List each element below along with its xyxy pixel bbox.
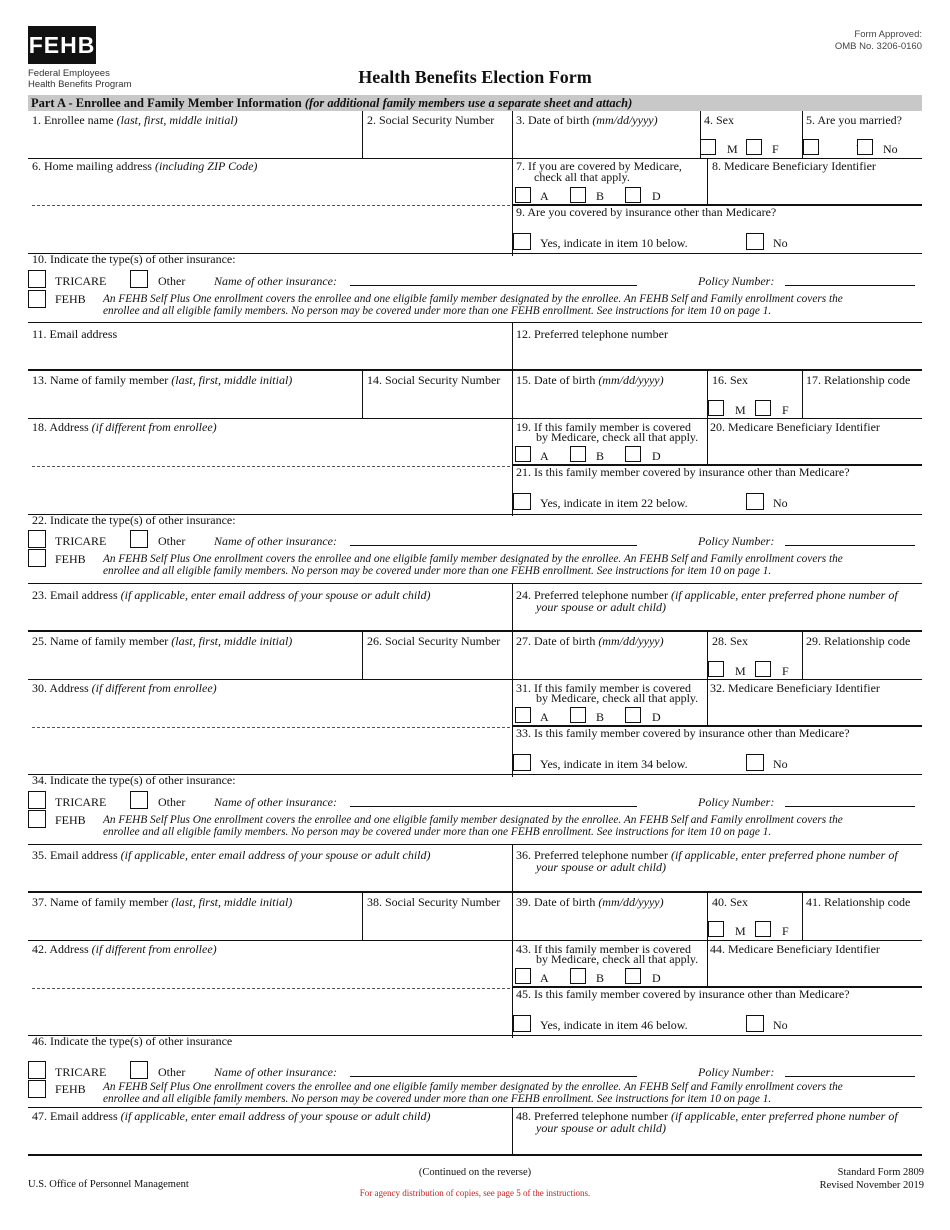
- field-30-label: 30. Address (if different from enrollee): [32, 681, 217, 695]
- field-34-label: 34. Indicate the type(s) of other insurance:: [32, 773, 236, 787]
- fam1-policy-number-input[interactable]: [785, 545, 915, 546]
- policy-number-input[interactable]: [785, 285, 915, 286]
- fam1-fehb-note-2: enrollee and all eligible family members. No person may be covered under more than one FEHB enrollment. See instructions for item 10 on page 1.: [103, 565, 772, 577]
- field-10-label: 10. Indicate the type(s) of other insurance:: [32, 252, 236, 266]
- part-a-header: [28, 95, 922, 111]
- field-32-label: 32. Medicare Beneficiary Identifier: [710, 681, 880, 695]
- other-insurance-no-checkbox[interactable]: [746, 233, 764, 250]
- fam3-sex-f-label: F: [782, 924, 789, 938]
- field-37-label: 37. Name of family member (last, first, middle initial): [32, 895, 293, 909]
- tricare-label: TRICARE: [55, 274, 107, 288]
- field-6-label: 6. Home mailing address (including ZIP Code): [32, 159, 258, 173]
- distribution-note: For agency distribution of copies, see page 5 of the instructions.: [359, 1188, 591, 1198]
- sex-f-checkbox[interactable]: [746, 139, 762, 155]
- fam1-medicare-d-label: D: [652, 449, 661, 463]
- medicare-a-checkbox[interactable]: [515, 187, 531, 203]
- fam2-fehb-checkbox[interactable]: [28, 810, 46, 828]
- field-16-label: 16. Sex: [712, 373, 748, 387]
- fehb-note-1: An FEHB Self Plus One enrollment covers the enrollee and one eligible family member designated by the enrollee. An FEHB Self and Family enrollment covers the: [103, 293, 843, 305]
- fam3-other-insurance-name-input[interactable]: [350, 1076, 637, 1077]
- fam3-tricare-label: TRICARE: [55, 1065, 107, 1079]
- fam3-fehb-note-1: An FEHB Self Plus One enrollment covers the enrollee and one eligible family member designated by the enrollee. An FEHB Self and Family enrollment covers the: [103, 1081, 843, 1093]
- fam1-other-type-checkbox[interactable]: [130, 530, 148, 548]
- fam2-other-insurance-name-label: Name of other insurance:: [214, 795, 337, 809]
- field-18-label: 18. Address (if different from enrollee): [32, 420, 217, 434]
- fam3-policy-number-input[interactable]: [785, 1076, 915, 1077]
- fam2-policy-number-label: Policy Number:: [698, 795, 775, 809]
- fam3-medicare-d-checkbox[interactable]: [625, 968, 641, 984]
- part-a-note: (for additional family members use a separate sheet and attach): [304, 96, 633, 110]
- fam3-sex-m-label: M: [735, 924, 746, 938]
- fam2-tricare-checkbox[interactable]: [28, 791, 46, 809]
- other-type-label: Other: [158, 274, 186, 288]
- field-21-label: 21. Is this family member covered by insurance other than Medicare?: [516, 465, 850, 479]
- fam1-medicare-b-label: B: [596, 449, 605, 463]
- revision-date: Revised November 2019: [819, 1180, 924, 1191]
- fam3-fehb-note-2: enrollee and all eligible family members. No person may be covered under more than one FEHB enrollment. See instructions for item 10 on page 1.: [103, 1093, 772, 1105]
- fam2-other-insurance-yes-checkbox[interactable]: [513, 754, 531, 771]
- married-yes-checkbox[interactable]: [803, 139, 819, 155]
- married-no-checkbox[interactable]: [857, 139, 873, 155]
- field-46-label: 46. Indicate the type(s) of other insurance: [32, 1034, 233, 1048]
- fam2-policy-number-input[interactable]: [785, 806, 915, 807]
- other-type-checkbox[interactable]: [130, 270, 148, 288]
- fam1-sex-f-checkbox[interactable]: [755, 400, 771, 416]
- fehb-note-2: enrollee and all eligible family members. No person may be covered under more than one FEHB enrollment. See instructions for item 10 on page 1.: [103, 305, 772, 317]
- field-4-label: 4. Sex: [704, 113, 734, 127]
- medicare-b-checkbox[interactable]: [570, 187, 586, 203]
- fam1-sex-f-label: F: [782, 403, 789, 417]
- fam2-medicare-d-checkbox[interactable]: [625, 707, 641, 723]
- field-11-label: 11. Email address: [32, 327, 118, 341]
- field-43-label-2: by Medicare, check all that apply.: [536, 952, 699, 966]
- fam2-sex-f-label: F: [782, 664, 789, 678]
- other-insurance-name-label: Name of other insurance:: [214, 274, 337, 288]
- field-5-label: 5. Are you married?: [806, 113, 902, 127]
- fam1-tricare-label: TRICARE: [55, 534, 107, 548]
- fam3-medicare-d-label: D: [652, 971, 661, 985]
- field-36-label-2: your spouse or adult child): [536, 860, 666, 874]
- medicare-b-label: B: [596, 189, 605, 203]
- fam2-fehb-note-2: enrollee and all eligible family members. No person may be covered under more than one FEHB enrollment. See instructions for item 10 on page 1.: [103, 826, 772, 838]
- fam1-medicare-d-checkbox[interactable]: [625, 446, 641, 462]
- fam2-medicare-a-checkbox[interactable]: [515, 707, 531, 723]
- field-38-label: 38. Social Security Number: [367, 895, 501, 909]
- fam3-other-insurance-no-checkbox[interactable]: [746, 1015, 764, 1032]
- policy-number-label: Policy Number:: [698, 274, 775, 288]
- field-19-label-1: 19. If this family member is covered: [516, 420, 691, 434]
- field-8-label: 8. Medicare Beneficiary Identifier: [712, 159, 876, 173]
- field-25-label: 25. Name of family member (last, first, middle initial): [32, 634, 293, 648]
- field-40-label: 40. Sex: [712, 895, 748, 909]
- other-insurance-yes-label: Yes, indicate in item 10 below.: [540, 236, 688, 250]
- field-31-label-2: by Medicare, check all that apply.: [536, 691, 699, 705]
- field-2-label: 2. Social Security Number: [367, 113, 495, 127]
- field-3-label: 3. Date of birth (mm/dd/yyyy): [516, 113, 658, 127]
- fam2-other-insurance-no-checkbox[interactable]: [746, 754, 764, 771]
- field-24-label-2: your spouse or adult child): [536, 600, 666, 614]
- fam3-other-insurance-name-label: Name of other insurance:: [214, 1065, 337, 1079]
- field-26-label: 26. Social Security Number: [367, 634, 501, 648]
- medicare-d-label: D: [652, 189, 661, 203]
- fam1-other-insurance-name-label: Name of other insurance:: [214, 534, 337, 548]
- fam1-other-insurance-name-input[interactable]: [350, 545, 637, 546]
- field-20-label: 20. Medicare Beneficiary Identifier: [710, 420, 880, 434]
- fam1-other-insurance-no-checkbox[interactable]: [746, 493, 764, 510]
- other-insurance-name-input[interactable]: [350, 285, 637, 286]
- sex-f-label: F: [772, 142, 779, 156]
- fam3-fehb-label: FEHB: [55, 1082, 86, 1096]
- fam1-fehb-note-1: An FEHB Self Plus One enrollment covers the enrollee and one eligible family member designated by the enrollee. An FEHB Self and Family enrollment covers the: [103, 553, 843, 565]
- logo-subtitle-2: Health Benefits Program: [28, 79, 132, 90]
- field-1-label: 1. Enrollee name (last, first, middle initial): [32, 113, 238, 127]
- fam1-sex-m-label: M: [735, 403, 746, 417]
- fam3-medicare-a-label: A: [540, 971, 549, 985]
- fam3-sex-f-checkbox[interactable]: [755, 921, 771, 937]
- fam1-sex-m-checkbox[interactable]: [708, 400, 724, 416]
- fam2-tricare-label: TRICARE: [55, 795, 107, 809]
- fam1-tricare-checkbox[interactable]: [28, 530, 46, 548]
- sex-m-checkbox[interactable]: [700, 139, 716, 155]
- fehb-label: FEHB: [55, 292, 86, 306]
- fam2-sex-f-checkbox[interactable]: [755, 661, 771, 677]
- other-insurance-no-label: No: [773, 236, 788, 250]
- fam2-other-insurance-name-input[interactable]: [350, 806, 637, 807]
- fam3-other-type-label: Other: [158, 1065, 186, 1079]
- field-7-label-2: check all that apply.: [534, 170, 630, 184]
- standard-form-number: Standard Form 2809: [837, 1167, 924, 1178]
- fam1-medicare-a-label: A: [540, 449, 549, 463]
- fam3-medicare-b-label: B: [596, 971, 605, 985]
- field-41-label: 41. Relationship code: [806, 895, 911, 909]
- fam3-medicare-b-checkbox[interactable]: [570, 968, 586, 984]
- fehb-logo-mark: FEHB: [28, 26, 96, 64]
- part-a-title: Part A - Enrollee and Family Member Information: [31, 96, 302, 110]
- field-15-label: 15. Date of birth (mm/dd/yyyy): [516, 373, 664, 387]
- field-33-label: 33. Is this family member covered by insurance other than Medicare?: [516, 726, 850, 740]
- fam1-fehb-label: FEHB: [55, 552, 86, 566]
- fam1-medicare-a-checkbox[interactable]: [515, 446, 531, 462]
- field-13-label: 13. Name of family member (last, first, middle initial): [32, 373, 293, 387]
- field-12-label: 12. Preferred telephone number: [516, 327, 668, 341]
- field-39-label: 39. Date of birth (mm/dd/yyyy): [516, 895, 664, 909]
- fam2-other-insurance-no-label: No: [773, 757, 788, 771]
- field-29-label: 29. Relationship code: [806, 634, 911, 648]
- fam3-policy-number-label: Policy Number:: [698, 1065, 775, 1079]
- fam2-sex-m-checkbox[interactable]: [708, 661, 724, 677]
- field-42-label: 42. Address (if different from enrollee): [32, 942, 217, 956]
- field-43-label-1: 43. If this family member is covered: [516, 942, 691, 956]
- field-48-label-1: 48. Preferred telephone number (if applicable, enter preferred phone number of: [516, 1109, 898, 1123]
- omb-approval: [835, 29, 922, 53]
- omb-number: OMB No. 3206-0160: [834, 41, 922, 52]
- fehb-checkbox[interactable]: [28, 290, 46, 308]
- fam2-medicare-a-label: A: [540, 710, 549, 724]
- approved-label: Form Approved:: [854, 29, 922, 40]
- field-19-label-2: by Medicare, check all that apply.: [536, 430, 699, 444]
- other-insurance-yes-checkbox[interactable]: [513, 233, 531, 250]
- field-28-label: 28. Sex: [712, 634, 748, 648]
- fam2-sex-m-label: M: [735, 664, 746, 678]
- medicare-a-label: A: [540, 189, 549, 203]
- fam1-policy-number-label: Policy Number:: [698, 534, 775, 548]
- fam2-medicare-b-checkbox[interactable]: [570, 707, 586, 723]
- fam2-other-type-checkbox[interactable]: [130, 791, 148, 809]
- form-id: [820, 1166, 924, 1192]
- page-title: Health Benefits Election Form: [358, 67, 592, 87]
- fam1-other-insurance-yes-checkbox[interactable]: [513, 493, 531, 510]
- fam3-medicare-a-checkbox[interactable]: [515, 968, 531, 984]
- field-45-label: 45. Is this family member covered by insurance other than Medicare?: [516, 987, 850, 1001]
- tricare-checkbox[interactable]: [28, 270, 46, 288]
- medicare-d-checkbox[interactable]: [625, 187, 641, 203]
- field-23-label: 23. Email address (if applicable, enter email address of your spouse or adult child): [32, 588, 431, 602]
- fam3-fehb-checkbox[interactable]: [28, 1080, 46, 1098]
- fam3-other-type-checkbox[interactable]: [130, 1061, 148, 1079]
- field-47-label: 47. Email address (if applicable, enter email address of your spouse or adult child): [32, 1109, 431, 1123]
- field-31-label-1: 31. If this family member is covered: [516, 681, 691, 695]
- fam1-other-insurance-yes-label: Yes, indicate in item 22 below.: [540, 496, 688, 510]
- field-7-label-1: 7. If you are covered by Medicare,: [516, 159, 682, 173]
- fam1-other-insurance-no-label: No: [773, 496, 788, 510]
- fam2-other-type-label: Other: [158, 795, 186, 809]
- field-17-label: 17. Relationship code: [806, 373, 911, 387]
- fam3-other-insurance-no-label: No: [773, 1018, 788, 1032]
- logo-subtitle-1: Federal Employees: [28, 68, 110, 79]
- fam3-tricare-checkbox[interactable]: [28, 1061, 46, 1079]
- field-9-label: 9. Are you covered by insurance other than Medicare?: [516, 205, 777, 219]
- agency-name: U.S. Office of Personnel Management: [28, 1179, 189, 1190]
- married-no-label: No: [883, 142, 898, 156]
- fam2-medicare-b-label: B: [596, 710, 605, 724]
- field-22-label: 22. Indicate the type(s) of other insurance:: [32, 513, 236, 527]
- fam3-other-insurance-yes-checkbox[interactable]: [513, 1015, 531, 1032]
- field-35-label: 35. Email address (if applicable, enter email address of your spouse or adult child): [32, 848, 431, 862]
- field-14-label: 14. Social Security Number: [367, 373, 501, 387]
- fam3-other-insurance-yes-label: Yes, indicate in item 46 below.: [540, 1018, 688, 1032]
- field-36-label-1: 36. Preferred telephone number (if applicable, enter preferred phone number of: [516, 848, 898, 862]
- fam1-other-type-label: Other: [158, 534, 186, 548]
- field-44-label: 44. Medicare Beneficiary Identifier: [710, 942, 880, 956]
- fam2-fehb-label: FEHB: [55, 813, 86, 827]
- continued-note: (Continued on the reverse): [418, 1167, 532, 1178]
- field-48-label-2: your spouse or adult child): [536, 1121, 666, 1135]
- fam3-sex-m-checkbox[interactable]: [708, 921, 724, 937]
- fam1-medicare-b-checkbox[interactable]: [570, 446, 586, 462]
- fam2-fehb-note-1: An FEHB Self Plus One enrollment covers the enrollee and one eligible family member designated by the enrollee. An FEHB Self and Family enrollment covers the: [103, 814, 843, 826]
- fam2-other-insurance-yes-label: Yes, indicate in item 34 below.: [540, 757, 688, 771]
- fam1-fehb-checkbox[interactable]: [28, 549, 46, 567]
- fam2-medicare-d-label: D: [652, 710, 661, 724]
- field-27-label: 27. Date of birth (mm/dd/yyyy): [516, 634, 664, 648]
- sex-m-label: M: [727, 142, 738, 156]
- field-24-label-1: 24. Preferred telephone number (if applicable, enter preferred phone number of: [516, 588, 898, 602]
